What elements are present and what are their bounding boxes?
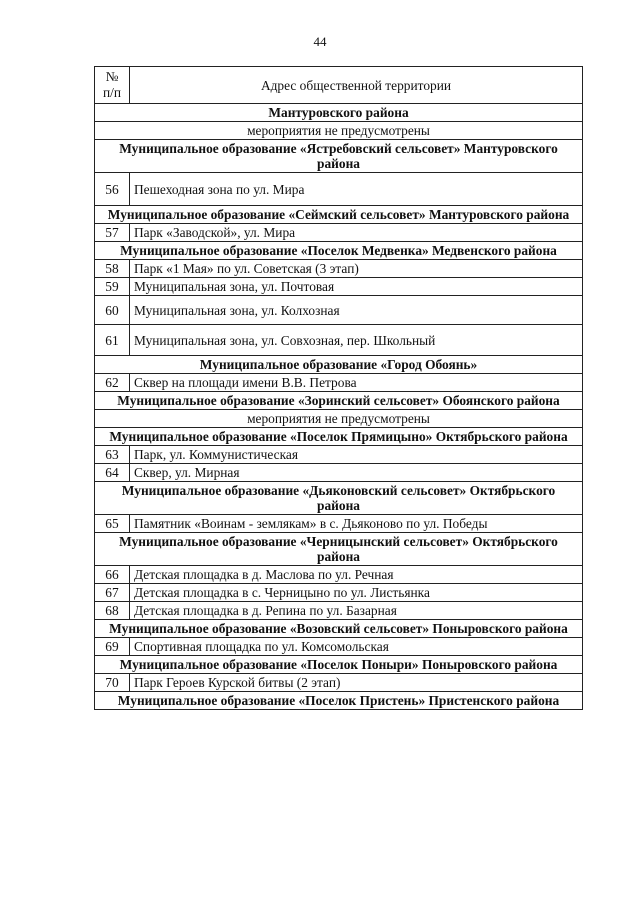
row-number: 57 — [95, 224, 130, 242]
section-title: Муниципальное образование «Город Обоянь» — [95, 356, 583, 374]
table-row — [95, 173, 583, 206]
row-address: Муниципальная зона, ул. Совхозная, пер. Школьный — [130, 325, 583, 356]
row-number: 61 — [95, 325, 130, 356]
row-number: 59 — [95, 278, 130, 296]
section-header-row — [95, 656, 583, 674]
row-number: 64 — [95, 464, 130, 482]
row-address: Детская площадка в с. Черницыно по ул. Листьянка — [130, 584, 583, 602]
section-header-row — [95, 533, 583, 566]
table-row — [95, 224, 583, 242]
section-header-row — [95, 620, 583, 638]
section-title: Муниципальное образование «Поселок Прямицыно» Октябрьского района — [95, 428, 583, 446]
section-title: Мантуровского района — [95, 104, 583, 122]
row-number: 66 — [95, 566, 130, 584]
row-address: Парк «1 Мая» по ул. Советская (3 этап) — [130, 260, 583, 278]
table-row — [95, 602, 583, 620]
table-row — [95, 515, 583, 533]
row-number: 58 — [95, 260, 130, 278]
section-title: Муниципальное образование «Сеймский сельсовет» Мантуровского района — [95, 206, 583, 224]
section-header-row — [95, 428, 583, 446]
section-header-row — [95, 242, 583, 260]
table-row — [95, 374, 583, 392]
section-title: Муниципальное образование «Поселок Пристень» Пристенского района — [95, 692, 583, 710]
row-number: 65 — [95, 515, 130, 533]
row-number: 60 — [95, 296, 130, 325]
section-title: Муниципальное образование «Зоринский сельсовет» Обоянского района — [95, 392, 583, 410]
note-row — [95, 122, 583, 140]
row-address: Пешеходная зона по ул. Мира — [130, 173, 583, 206]
note-text: мероприятия не предусмотрены — [95, 122, 583, 140]
section-header-row — [95, 356, 583, 374]
section-title: Муниципальное образование «Черницынский сельсовет» Октябрьского района — [95, 533, 583, 566]
row-number: 69 — [95, 638, 130, 656]
address-column-header: Адрес общественной территории — [130, 67, 583, 104]
row-address: Муниципальная зона, ул. Почтовая — [130, 278, 583, 296]
table-row — [95, 278, 583, 296]
section-header-row — [95, 392, 583, 410]
note-text: мероприятия не предусмотрены — [95, 410, 583, 428]
section-title: Муниципальное образование «Дьяконовский сельсовет» Октябрьского района — [95, 482, 583, 515]
row-address: Сквер на площади имени В.В. Петрова — [130, 374, 583, 392]
section-header-row — [95, 140, 583, 173]
section-header-row — [95, 692, 583, 710]
table-row — [95, 260, 583, 278]
table-row — [95, 464, 583, 482]
section-header-row — [95, 206, 583, 224]
table-row — [95, 325, 583, 356]
row-number: 70 — [95, 674, 130, 692]
row-address: Спортивная площадка по ул. Комсомольская — [130, 638, 583, 656]
row-number: 67 — [95, 584, 130, 602]
row-address: Муниципальная зона, ул. Колхозная — [130, 296, 583, 325]
number-header-label: № п/п — [102, 69, 122, 100]
row-number: 56 — [95, 173, 130, 206]
table-row — [95, 296, 583, 325]
territory-table — [94, 66, 583, 710]
row-number: 68 — [95, 602, 130, 620]
table-body — [95, 104, 583, 710]
section-title: Муниципальное образование «Возовский сельсовет» Поныровского района — [95, 620, 583, 638]
row-number: 62 — [95, 374, 130, 392]
row-address: Парк, ул. Коммунистическая — [130, 446, 583, 464]
row-address: Детская площадка в д. Репина по ул. Базарная — [130, 602, 583, 620]
table-row — [95, 446, 583, 464]
table-row — [95, 674, 583, 692]
section-title: Муниципальное образование «Поселок Медвенка» Медвенского района — [95, 242, 583, 260]
row-address: Парк «Заводской», ул. Мира — [130, 224, 583, 242]
section-title: Муниципальное образование «Поселок Поныри» Поныровского района — [95, 656, 583, 674]
section-header-row — [95, 482, 583, 515]
table-row — [95, 638, 583, 656]
page-number: 44 — [313, 34, 327, 49]
row-address: Парк Героев Курской битвы (2 этап) — [130, 674, 583, 692]
table-row — [95, 566, 583, 584]
section-header-row — [95, 104, 583, 122]
table-row — [95, 584, 583, 602]
row-address: Сквер, ул. Мирная — [130, 464, 583, 482]
note-row — [95, 410, 583, 428]
table-header-row — [95, 67, 583, 104]
section-title: Муниципальное образование «Ястребовский сельсовет» Мантуровского района — [95, 140, 583, 173]
row-number: 63 — [95, 446, 130, 464]
row-address: Памятник «Воинам - землякам» в с. Дьяконово по ул. Победы — [130, 515, 583, 533]
row-address: Детская площадка в д. Маслова по ул. Речная — [130, 566, 583, 584]
number-column-header — [95, 67, 130, 104]
